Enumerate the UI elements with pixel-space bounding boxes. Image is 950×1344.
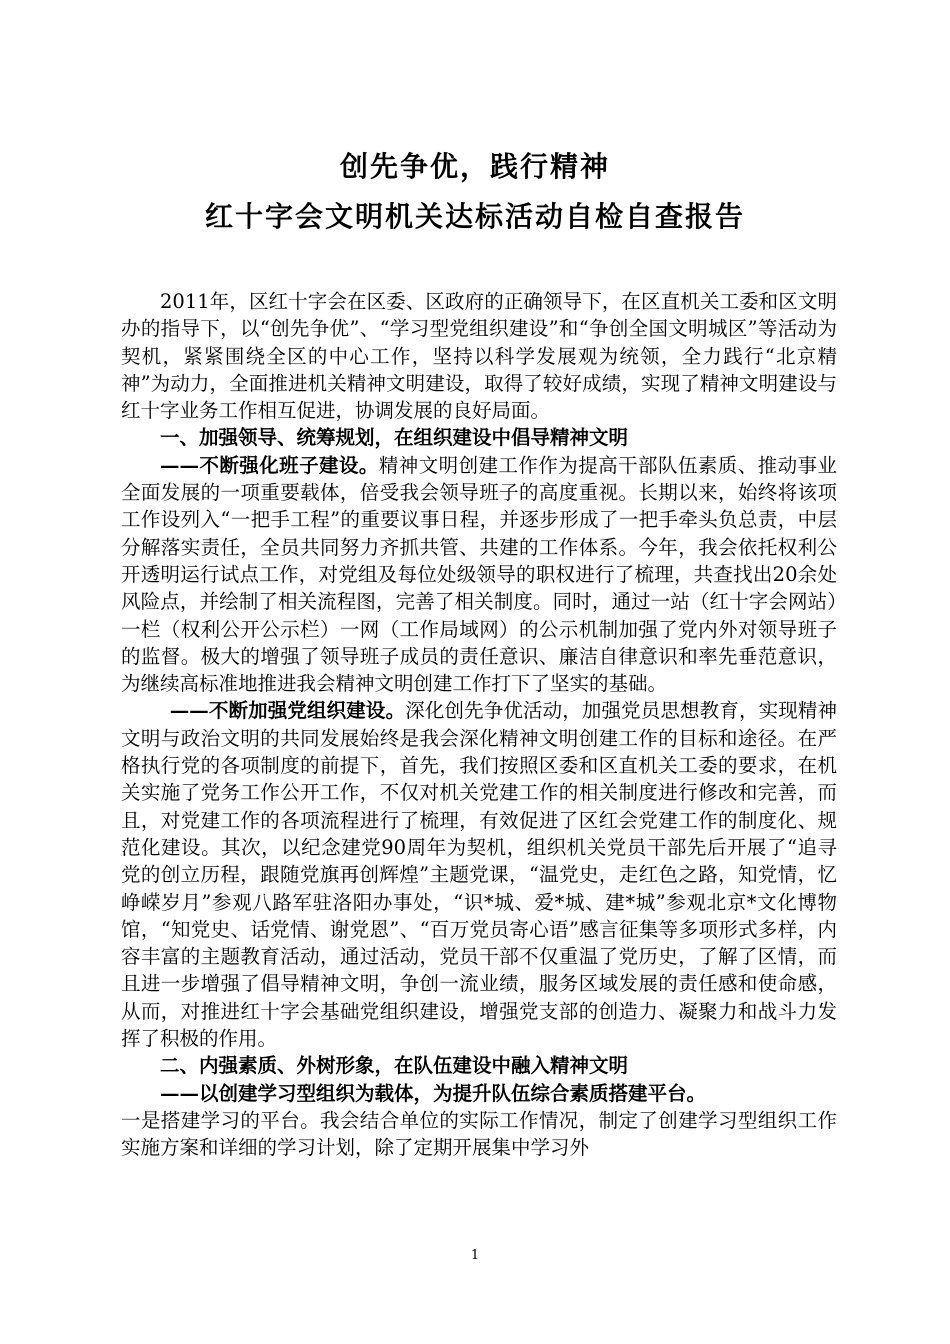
- section-heading-2: 二、内强素质、外树形象，在队伍建设中融入精神文明: [160, 1054, 629, 1078]
- document-title: 创先争优，践行精神: [339, 150, 610, 183]
- page-number: 1: [470, 1248, 480, 1263]
- paragraph-party-building: [121, 697, 837, 1052]
- subheading-learning-organization: ——以创建学习型组织为载体，为提升队伍综合素质搭建平台。: [160, 1081, 707, 1105]
- paragraph-lead: ——不断加强党组织建设。: [169, 699, 406, 723]
- document-body: [121, 288, 837, 1162]
- paragraph-text: 精神文明创建工作作为提高干部队伍素质、推动事业全面发展的一项重要载体，倍受我会领导班子的高度重视。长期以来，始终将该项工作设列入“一把手工程”的重要议事日程，并逐步形成了一把手牵头负总责，中层分解落实责任，全员共同努力齐抓共管、共建的工作体系。今年，我会依托权利公开透明运行试点工作，对党组及每位处级领导的职权进行了梳理，共查找出20余处风险点，并绘制了相关流程图，完善了相关制度。同时，通过一站（红十字会网站）一栏（权利公开公示栏）一网（工作局域网）的公示机制加强了党内外对领导班子的监督。极大的增强了领导班子成员的责任意识、廉洁自律意识和率先垂范意识，为继续高标准地推进我会精神文明创建工作打下了坚实的基础。: [121, 453, 837, 696]
- paragraph-text: 深化创先争优活动，加强党员思想教育，实现精神文明与政治文明的共同发展始终是我会深化精神文明创建工作的目标和途径。在严格执行党的各项制度的前提下，首先，我们按照区委和区直机关工委的要求，在机关实施了党务工作公开工作，不仅对机关党建工作的相关制度进行修改和完善，而且，对党建工作的各项流程进行了梳理，有效促进了区红会党建工作的制度化、规范化建设。其次，以纪念建党90周年为契机，组织机关党员干部先后开展了“追寻党的创立历程，跟随党旗再创辉煌”主题党课，“温党史，走红色之路，知党情，忆峥嵘岁月”参观八路军驻洛阳办事处，“识*城、爱*城、建*城”参观北京*文化博物馆，“知党史、话党情、谢党恩”、“百万党员寄心语”感言征集等多项形式多样，内容丰富的主题教育活动，通过活动，党员干部不仅重温了党历史，了解了区情，而且进一步增强了倡导精神文明，争创一流业绩，服务区域发展的责任感和使命感，从而，对推进红十字会基础党组织建设，增强党支部的创造力、凝聚力和战斗力发挥了积极的作用。: [121, 699, 837, 1051]
- paragraph-learning-platform: 一是搭建学习的平台。我会结合单位的实际工作情况，制定了创建学习型组织工作实施方案和详细的学习计划，除了定期开展集中学习外: [121, 1108, 837, 1160]
- intro-paragraph: 2011年，区红十字会在区委、区政府的正确领导下，在区直机关工委和区文明办的指导下，以“创先争优”、“学习型党组织建设”和“争创全国文明城区”等活动为契机，紧紧围绕全区的中心工作，坚持以科学发展观为统领，全力践行“北京精神”为动力，全面推进机关精神文明建设，取得了较好成绩，实现了精神文明建设与红十字业务工作相互促进，协调发展的良好局面。: [121, 290, 837, 423]
- section-heading-1: 一、加强领导、统筹规划，在组织建设中倡导精神文明: [160, 426, 629, 450]
- paragraph-lead: ——不断强化班子建设。: [160, 453, 379, 477]
- paragraph-team-building: [121, 452, 837, 698]
- document-subtitle: 红十字会文明机关达标活动自检自查报告: [204, 200, 745, 233]
